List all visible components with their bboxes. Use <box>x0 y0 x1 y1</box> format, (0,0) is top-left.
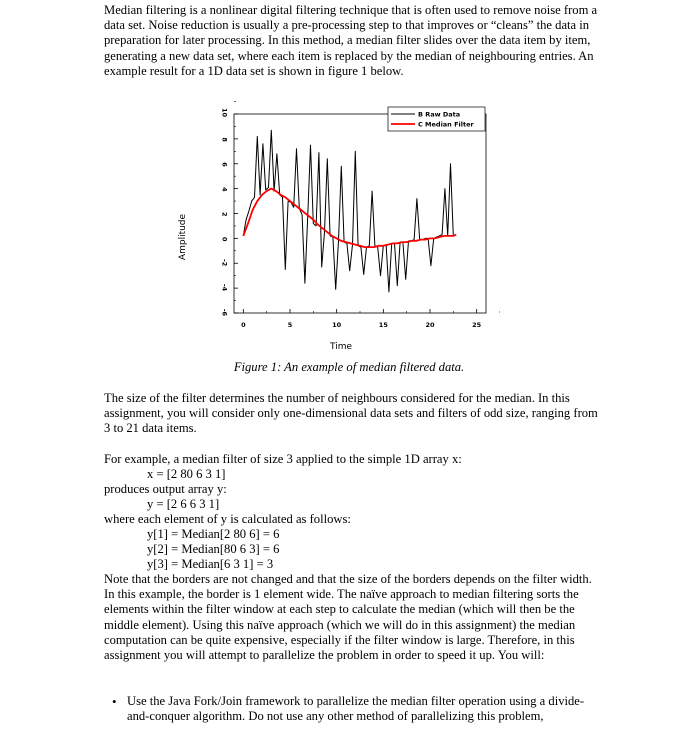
y-tick-label: 2 <box>220 211 229 217</box>
example-intro: For example, a median filter of size 3 applied to the simple 1D array x: <box>104 452 462 466</box>
x-tick-label: 20 <box>425 321 435 329</box>
y-axis-label: Amplitude <box>178 213 188 261</box>
y-tick-label: 6 <box>220 162 229 167</box>
bullet-marker: • <box>112 694 117 709</box>
x-tick-label: 15 <box>378 321 388 329</box>
x-tick-label: 25 <box>472 321 482 329</box>
legend-label: C Median Filter <box>418 120 474 129</box>
median-filter-chart <box>160 100 500 356</box>
bullet-item: Use the Java Fork/Join framework to parallelize the median filter operation using a divide-and-conquer algorithm. Do not use any other method of parallelizing this problem, <box>127 694 585 724</box>
legend-label: B Raw Data <box>418 110 461 119</box>
y-tick-label: -6 <box>220 308 229 316</box>
calc-line: y[1] = Median[2 80 6] = 6 <box>147 527 280 541</box>
calc-line: y[3] = Median[6 3 1] = 3 <box>147 557 274 571</box>
produces-text: produces output array y: <box>104 482 227 496</box>
y-tick-label: 4 <box>220 187 229 192</box>
y-array: y = [2 6 6 3 1] <box>147 497 220 511</box>
median-filter-series <box>243 189 456 248</box>
x-axis-label: Time <box>329 342 353 352</box>
filter-size-paragraph: The size of the filter determines the number of neighbours considered for the median. In this assignment, you will consider only one-dimensional data sets and filters of odd size, ranging from 3 to 21 data items. <box>104 391 598 436</box>
y-tick-label: 0 <box>220 236 229 242</box>
figure-caption: Figure 1: An example of median filtered data. <box>233 360 465 374</box>
x-tick-label: 5 <box>287 321 293 329</box>
y-tick-label: 8 <box>220 137 229 142</box>
calc-intro: where each element of y is calculated as follows: <box>104 512 351 526</box>
calc-line: y[2] = Median[80 6 3] = 6 <box>147 542 280 556</box>
x-tick-label: 0 <box>241 321 246 329</box>
y-tick-label: -2 <box>220 259 229 267</box>
intro-paragraph: Median filtering is a nonlinear digital filtering technique that is often used to remove noise from a data set. Noise reduction is usually a pre-processing step to that improves or “cleans” the data in preparation for later processing. In this method, a median filter slides over the data item by item, generating a new data set, where each item is replaced by the median of neighbouring entries. An example result for a 1D data set is shown in figure 1 below. <box>104 3 598 78</box>
raw-data-series <box>243 130 456 292</box>
y-tick-label: -4 <box>220 283 229 292</box>
borders-paragraph: Note that the borders are not changed and that the size of the borders depends on the filter width. In this example, the border is 1 element wide. The naïve approach to median filtering sorts the elements within the filter window at each step to calculate the median (which will then be the middle element). Using this naïve approach (which we will do in this assignment) the median computation can be quite expensive, especially if the filter window is large. Therefore, in this assignment you will attempt to parallelize the problem in order to speed it up. You will: <box>104 572 592 663</box>
x-tick-label: 10 <box>332 321 342 329</box>
y-tick-label: 10 <box>220 107 229 117</box>
x-array: x = [2 80 6 3 1] <box>147 467 226 481</box>
